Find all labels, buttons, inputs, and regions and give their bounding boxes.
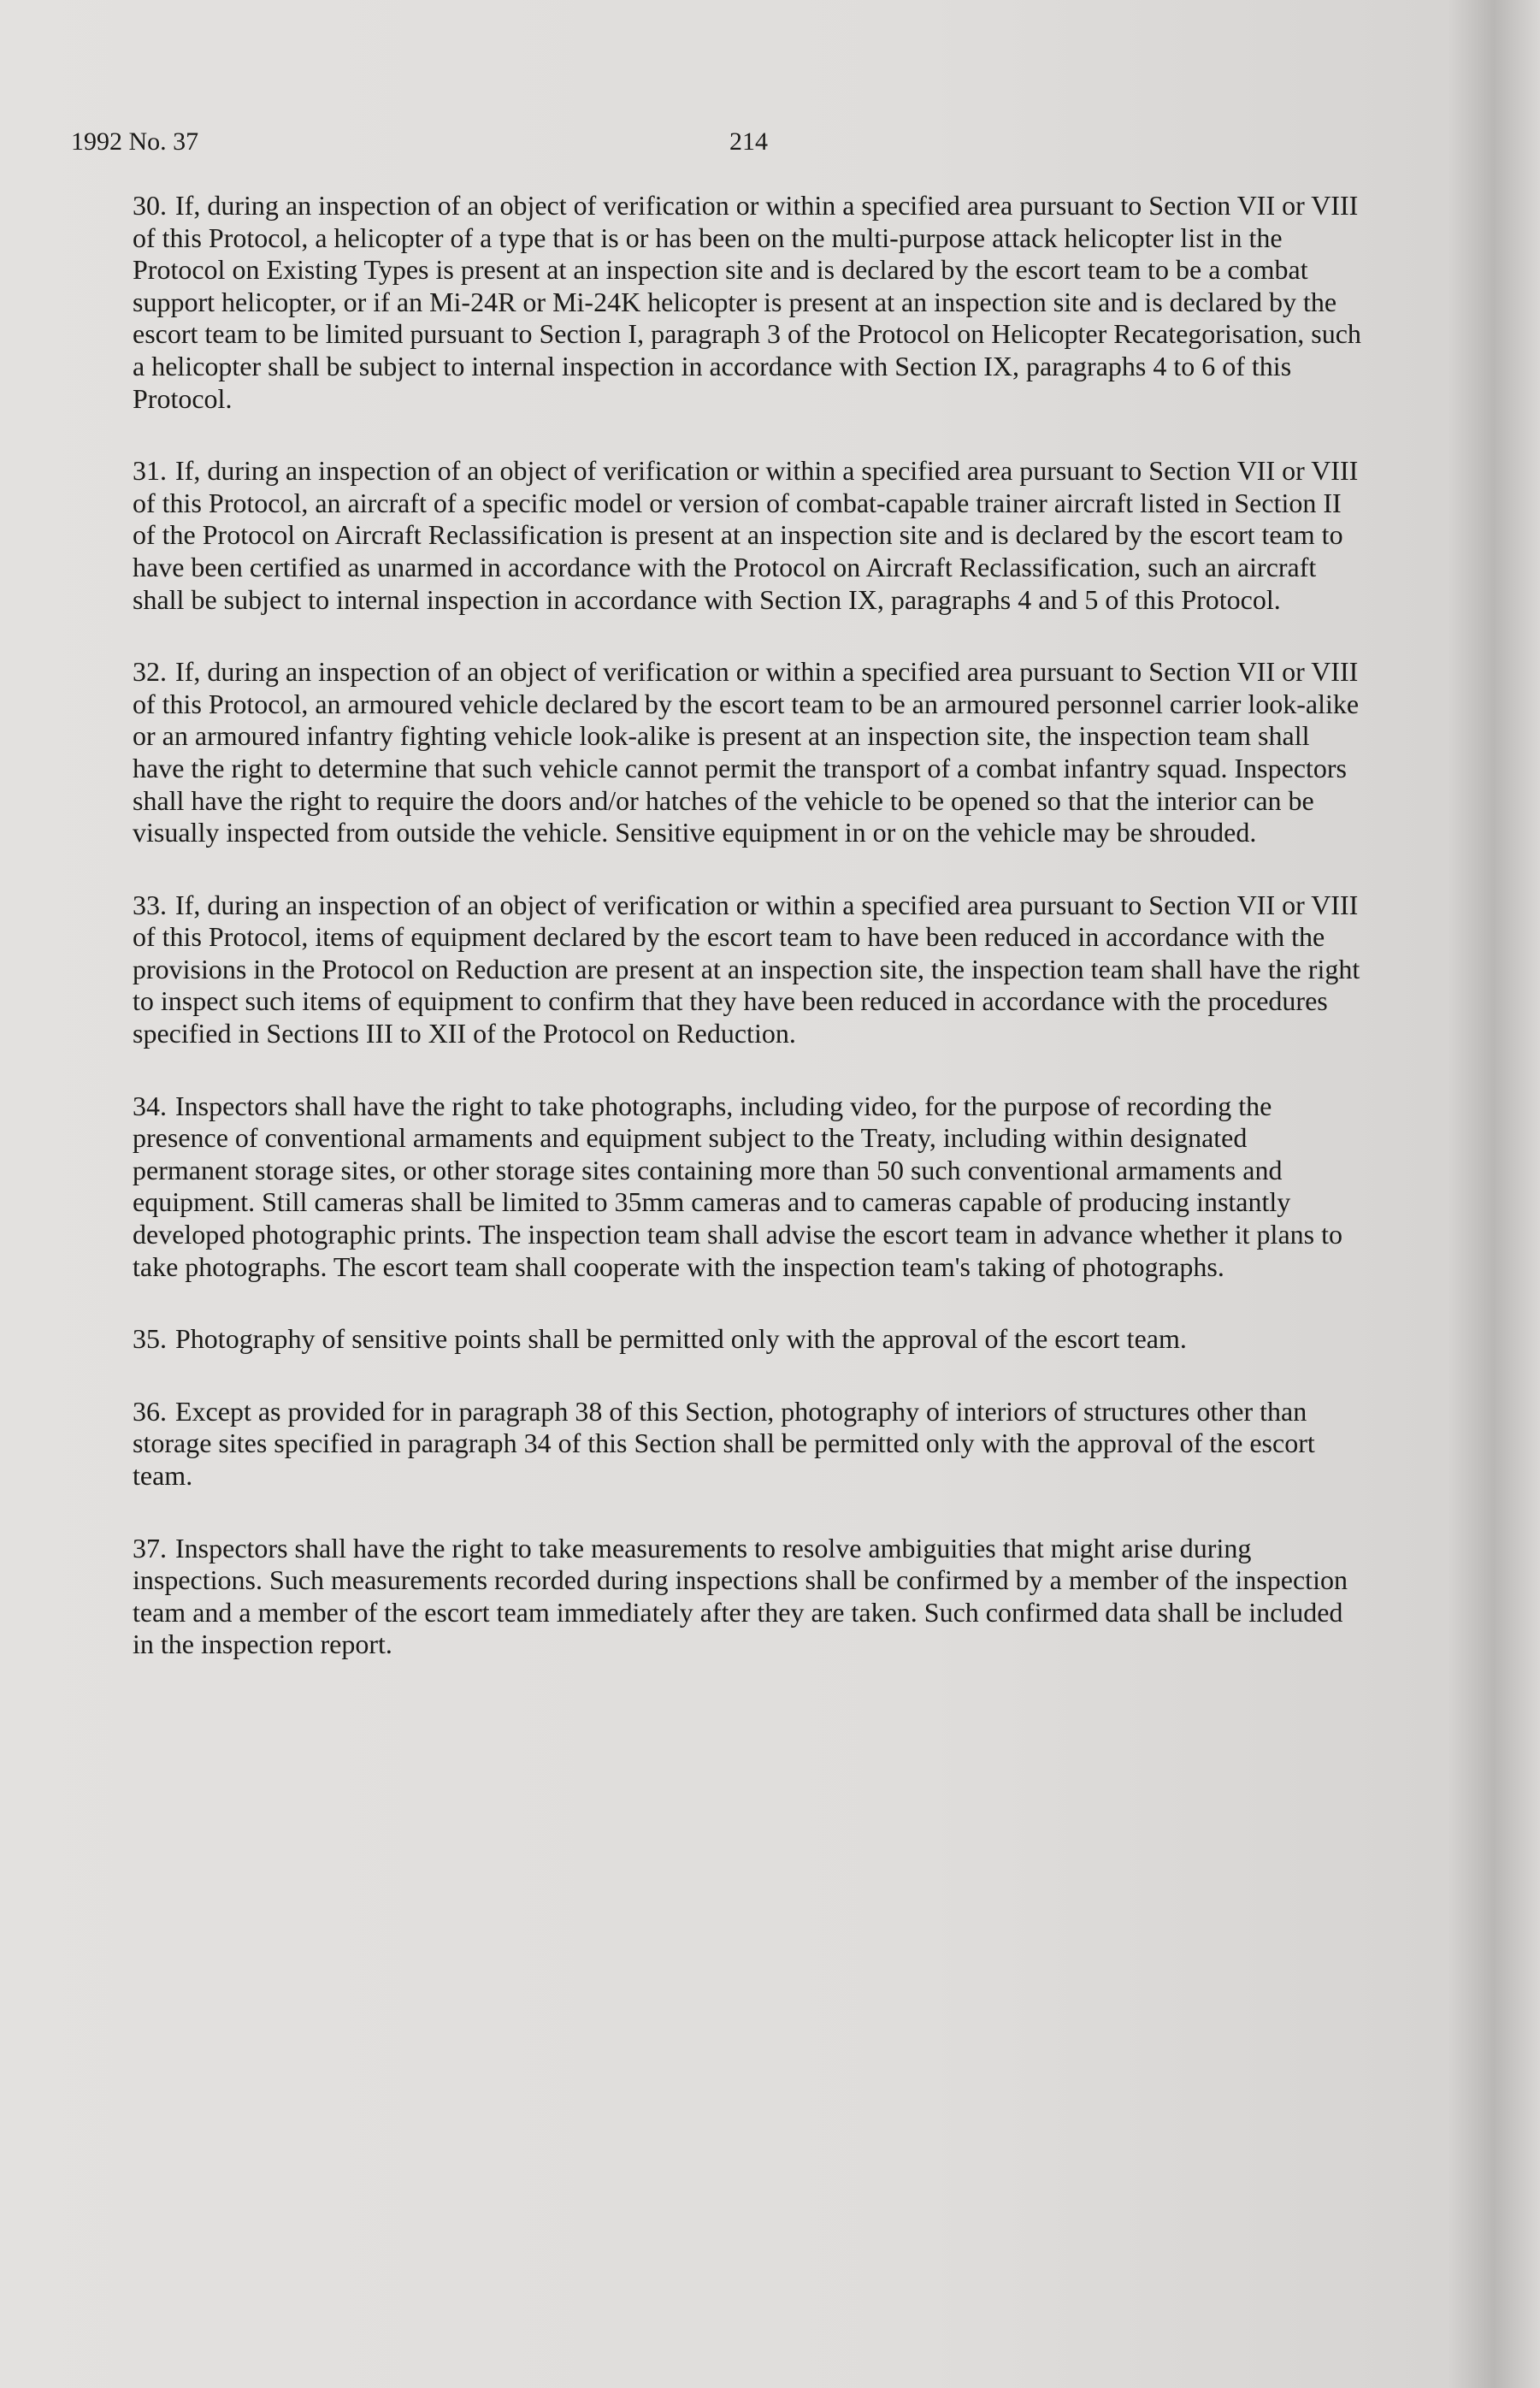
paragraph-text: If, during an inspection of an object of verification or within a specified area pursuant to Section VII or VIII of this Protocol, an aircraft of a specific model or version of combat-capable trainer aircraft listed in Section II of the Protocol on Aircraft Reclassification is present at an inspection site and is declared by the escort team to have been certified as unarmed in accordance with the Protocol on Aircraft Reclassification, such an aircraft shall be subject to internal inspection in accordance with Section IX, paragraphs 4 and 5 of this Protocol.: [133, 455, 1359, 615]
paragraph-number: 31.: [133, 455, 167, 487]
paragraph-text: Photography of sensitive points shall be permitted only with the approval of the escort team.: [175, 1323, 1187, 1355]
paragraph-34: [133, 1091, 1364, 1284]
paragraph-number: 30.: [133, 190, 167, 221]
paragraph-number: 32.: [133, 656, 167, 688]
paragraph-number: 37.: [133, 1532, 167, 1563]
paragraph-text: Inspectors shall have the right to take measurements to resolve ambiguities that might arise during inspections. Such measurements recorded during inspections shall be confirmed by a member of the inspection team and a member of the escort team immediately after they are taken. Such confirmed data shall be included in the inspection report.: [133, 1532, 1348, 1660]
paragraph-number: 33.: [133, 889, 167, 920]
paragraph-text: Except as provided for in paragraph 38 of this Section, photography of interiors of structures other than storage sites specified in paragraph 34 of this Section shall be permitted only with the approval of the escort team.: [133, 1395, 1315, 1491]
paragraph-text: If, during an inspection of an object of verification or within a specified area pursuant to Section VII or VIII of this Protocol, items of equipment declared by the escort team to have been reduced in accordance with the provisions in the Protocol on Reduction are present at an inspection site, the inspection team shall have the right to inspect such items of equipment to confirm that they have been reduced in accordance with the procedures specified in Sections III to XII of the Protocol on Reduction.: [133, 889, 1360, 1049]
paragraph-number: 35.: [133, 1323, 167, 1355]
page-header: [71, 125, 926, 159]
paragraph-36: [133, 1396, 1364, 1492]
page-number: 214: [729, 127, 768, 156]
paragraph-33: [133, 890, 1364, 1050]
paragraph-32: [133, 656, 1364, 849]
paragraph-31: [133, 455, 1364, 616]
paragraph-35: [133, 1323, 1364, 1356]
paragraph-text: If, during an inspection of an object of verification or within a specified area pursuant to Section VII or VIII of this Protocol, an armoured vehicle declared by the escort team to be an armoured personnel carrier look-alike or an armoured infantry fighting vehicle look-alike is present at an inspection site, the inspection team shall have the right to determine that such vehicle cannot permit the transport of a combat infantry squad. Inspectors shall have the right to require the doors and/or hatches of the vehicle to be opened so that the interior can be visually inspected from outside the vehicle. Sensitive equipment in or on the vehicle may be shrouded.: [133, 656, 1360, 848]
paragraph-text: If, during an inspection of an object of verification or within a specified area pursuant to Section VII or VIII of this Protocol, a helicopter of a type that is or has been on the multi-purpose attack helicopter list in the Protocol on Existing Types is present at an inspection site and is declared by the escort team to be a combat support helicopter, or if an Mi-24R or Mi-24K helicopter is present at an inspection site and is declared by the escort team to be limited pursuant to Section I, paragraph 3 of the Protocol on Helicopter Recategorisation, such a helicopter shall be subject to internal inspection in accordance with Section IX, paragraphs 4 to 6 of this Protocol.: [133, 190, 1361, 414]
paragraph-30: [133, 190, 1364, 415]
body-text: [133, 190, 1364, 1701]
paragraph-37: [133, 1533, 1364, 1661]
document-reference: 1992 No. 37: [71, 127, 199, 156]
paragraph-number: 36.: [133, 1395, 167, 1427]
paragraph-number: 34.: [133, 1090, 167, 1121]
paragraph-text: Inspectors shall have the right to take photographs, including video, for the purpose of recording the presence of conventional armaments and equipment subject to the Treaty, including within designated permanent storage sites, or other storage sites containing more than 50 such conventional armaments and equipment. Still cameras shall be limited to 35mm cameras and to cameras capable of producing instantly developed photographic prints. The inspection team shall advise the escort team in advance whether it plans to take photographs. The escort team shall cooperate with the inspection team's taking of photographs.: [133, 1090, 1342, 1282]
